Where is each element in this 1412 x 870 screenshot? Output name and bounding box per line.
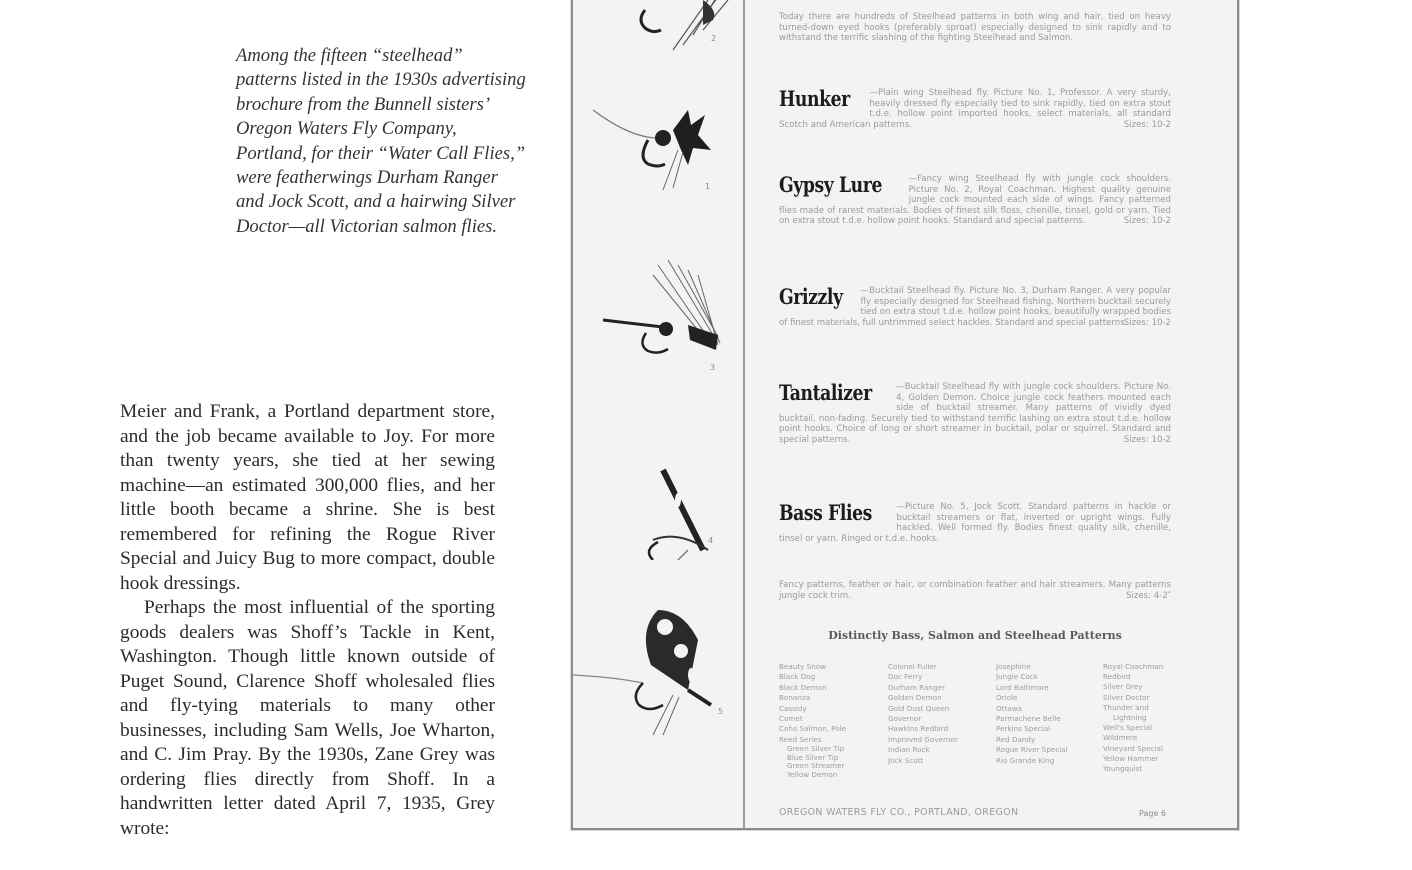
pattern-item: Reed Series bbox=[779, 734, 822, 744]
fly-illustration bbox=[593, 80, 733, 200]
entry-description: —Bucktail Steelhead fly with jungle cock shoulders. Picture No. 4, Golden Demon. Choice jungle cock feathers mounted each side of bucktail streamer. Many patterns of vividly dyed bucktail, non-fading. Securely tied to withstand terrific lashing on extra stout t.d.e. hollow point hooks. Choice of long or short streamer in bucktail, polar or squirrel. Standard and special patterns. bbox=[779, 382, 1171, 445]
pattern-item: Josephine bbox=[996, 662, 1031, 671]
pattern-item: Parmachene Belle bbox=[996, 714, 1061, 724]
pattern-item: Jock Scott bbox=[888, 755, 924, 765]
pattern-item: Yellow Hammer bbox=[1103, 753, 1159, 763]
pattern-item: Cassidy bbox=[779, 703, 807, 713]
pattern-item: Gold Dust Queen bbox=[888, 703, 950, 713]
pattern-item: Redbird bbox=[1103, 672, 1131, 682]
fly-number: 3 bbox=[710, 363, 716, 372]
brochure-entry-bass-flies bbox=[779, 502, 1171, 544]
pattern-item: Coho Salmon, Pole bbox=[779, 724, 847, 734]
entry-description: —Plain wing Steelhead fly. Picture No. 1, Professor. A very sturdy, heavily dressed fly especially tied to sink rapidly, tied on extra stout t.d.e. hollow point imported hooks, select materials, all standard Scotch and American patterns. bbox=[779, 88, 1171, 130]
brochure-fancy-patterns bbox=[779, 580, 1171, 601]
page-label: Page 6 bbox=[1139, 809, 1166, 818]
pattern-item: Royal Coachman bbox=[1103, 662, 1164, 671]
fly-number: 5 bbox=[718, 707, 724, 716]
brochure-entry-gypsy-lure bbox=[779, 174, 1171, 227]
entry-name: Bass Flies bbox=[779, 500, 872, 525]
fly-number: 2 bbox=[711, 34, 717, 43]
paragraph: Meier and Frank, a Portland department store, and the job became available to Joy. For more than twenty years, she tied at her sewing machine—an estimated 300,000 flies, and her little booth became a shrine. She is best remembered for refining the Rogue River Special and Juicy Bug to more compact, double hook dressings. bbox=[120, 401, 495, 594]
pattern-item: Silver Doctor bbox=[1103, 692, 1150, 702]
entry-description: —Picture No. 5, Jock Scott. Standard patterns in hackle or bucktail streamers or flat, inverted or upright wings. Fully hackled. Well formed fly. Bodies finest quality silk, chenille, tinsel or yarn. Ringed or t.d.e. hooks. bbox=[779, 502, 1171, 544]
pattern-item: Colonel Fuller bbox=[888, 662, 937, 671]
pattern-item: Red Dandy bbox=[996, 734, 1036, 744]
entry-sizes: Sizes: 10-2 bbox=[1123, 119, 1171, 130]
pattern-item: Durham Ranger bbox=[888, 682, 945, 692]
pattern-item: Rogue River Special bbox=[996, 745, 1068, 755]
pattern-item: Governor bbox=[888, 714, 922, 724]
entry-name: Hunker bbox=[779, 86, 850, 111]
pattern-item: Perkins Special bbox=[996, 724, 1051, 734]
caption-text: Among the fifteen “steelhead” patterns listed in the 1930s advertising brochure from the Bunnell sisters’ Oregon Waters Fly Company, Portland, for their “Water Call Flies,” were featherwings Durham Ranger and Jock Scott, and a hairwing Silver Doctor—all Victorian salmon flies. bbox=[236, 45, 526, 237]
entry-description: —Bucktail Steelhead fly. Picture No. 3, Durham Ranger. A very popular fly especially designed for Steelhead fishing. Northern bucktail securely tied on extra stout t.d.e. hollow point hooks, beautifully wrapped bodies of finest materials, full untrimmed select hackles. Standard and special patterns. bbox=[779, 286, 1171, 328]
pattern-item: Ottawa bbox=[996, 703, 1022, 713]
pattern-item: Doc Ferry bbox=[888, 672, 923, 682]
fly-illustration bbox=[573, 595, 743, 745]
pattern-item: Thunder and bbox=[1103, 702, 1149, 712]
fly-number: 1 bbox=[705, 182, 711, 191]
entry-sizes: Sizes: 10-2 bbox=[1123, 317, 1171, 328]
pattern-column-2 bbox=[888, 662, 958, 766]
brochure-page-scan bbox=[571, 0, 1239, 830]
brochure-entry-tantalizer bbox=[779, 382, 1171, 446]
fly-illustration bbox=[628, 450, 738, 560]
entry-name: Gypsy Lure bbox=[779, 172, 883, 197]
fly-number: 4 bbox=[708, 536, 714, 545]
column-divider bbox=[743, 0, 745, 828]
pattern-item: Comet bbox=[779, 714, 803, 724]
pattern-item: Lightning bbox=[1113, 713, 1147, 723]
entry-sizes: Sizes: 10-2 bbox=[1123, 216, 1171, 227]
entry-name: Grizzly bbox=[779, 284, 843, 309]
pattern-item: Black Demon bbox=[779, 682, 827, 692]
paragraph: Perhaps the most influential of the sporting goods dealers was Shoff’s Tackle in Kent, Washington. Though little known outside of Puget Sound, Clarence Shoff wholesaled flies and fly-tying materials to many other businesses, including Sam Wells, Joe Wharton, and C. Jim Pray. By the 1930s, Zane Grey was ordering flies directly from Shoff. In a handwritten letter dated April 7, 1935, Grey wrote: bbox=[120, 597, 495, 839]
pattern-item: Silver Grey bbox=[1103, 682, 1143, 692]
pattern-item: Black Dog bbox=[779, 672, 816, 682]
patterns-title: Distinctly Bass, Salmon and Steelhead Patterns bbox=[828, 629, 1122, 642]
pattern-item: Oriole bbox=[996, 693, 1018, 703]
pattern-item: Vineyard Special bbox=[1103, 743, 1163, 753]
pattern-item: Wildmere bbox=[1103, 733, 1138, 743]
pattern-item: Jungle Cock bbox=[996, 672, 1039, 682]
brochure-footer: OREGON WATERS FLY CO., PORTLAND, OREGON bbox=[779, 807, 1019, 818]
brochure-entry-grizzly bbox=[779, 286, 1171, 328]
pattern-item: Hawkins Redbird bbox=[888, 724, 949, 734]
pattern-item: Beauty Snow bbox=[779, 662, 827, 671]
brochure-entry-hunker bbox=[779, 88, 1171, 130]
pattern-column-4 bbox=[1103, 662, 1163, 774]
entry-sizes: Sizes: 10-2 bbox=[1123, 434, 1171, 445]
entry-description: —Fancy wing Steelhead fly with jungle cock shoulders. Picture No. 2, Royal Coachman. Highest quality genuine jungle cock mounted each side of wings. Fancy patterned flies made of rarest materials. Bodies of finest silk floss, chenille, tinsel, gold or yarn. Tied on extra stout t.d.e. hollow point hooks. Standard and special patterns. bbox=[779, 174, 1171, 227]
pattern-item: Golden Demon bbox=[888, 693, 942, 703]
pattern-item: Lord Baltimore bbox=[996, 682, 1049, 692]
fly-illustration bbox=[598, 245, 738, 375]
pattern-subitem: Blue Silver Tip bbox=[787, 752, 839, 762]
fancy-sizes: Sizes: 4-2″ bbox=[1126, 590, 1171, 601]
fancy-description: Fancy patterns, feather or hair, or combination feather and hair streamers. Many patterns jungle cock trim. bbox=[779, 580, 1171, 601]
body-text-column bbox=[120, 400, 495, 841]
pattern-subitem: Green Streamer bbox=[787, 761, 845, 771]
pattern-item: Rio Grande King bbox=[996, 755, 1055, 765]
fly-illustration bbox=[633, 0, 743, 60]
pattern-item: Youngquist bbox=[1103, 764, 1143, 774]
pattern-item: Bonanza bbox=[779, 693, 811, 703]
pattern-subitem: Yellow Demon bbox=[787, 770, 838, 780]
pattern-item: Indian Rock bbox=[888, 745, 930, 755]
pattern-item: Improved Governor bbox=[888, 734, 958, 744]
pattern-subitem: Green Silver Tip bbox=[787, 744, 845, 754]
brochure-intro: Today there are hundreds of Steelhead patterns in both wing and hair, tied on heavy turned-down eyed hooks (preferably sproat) especially designed to sink rapidly and to withstand the terrific slashing of the fighting Steelhead and Salmon. bbox=[779, 12, 1171, 44]
pattern-item: Well's Special bbox=[1103, 723, 1153, 733]
figure-caption bbox=[236, 44, 528, 239]
pattern-column-3 bbox=[996, 662, 1068, 766]
pattern-column-1 bbox=[779, 662, 846, 780]
entry-name: Tantalizer bbox=[779, 380, 872, 405]
